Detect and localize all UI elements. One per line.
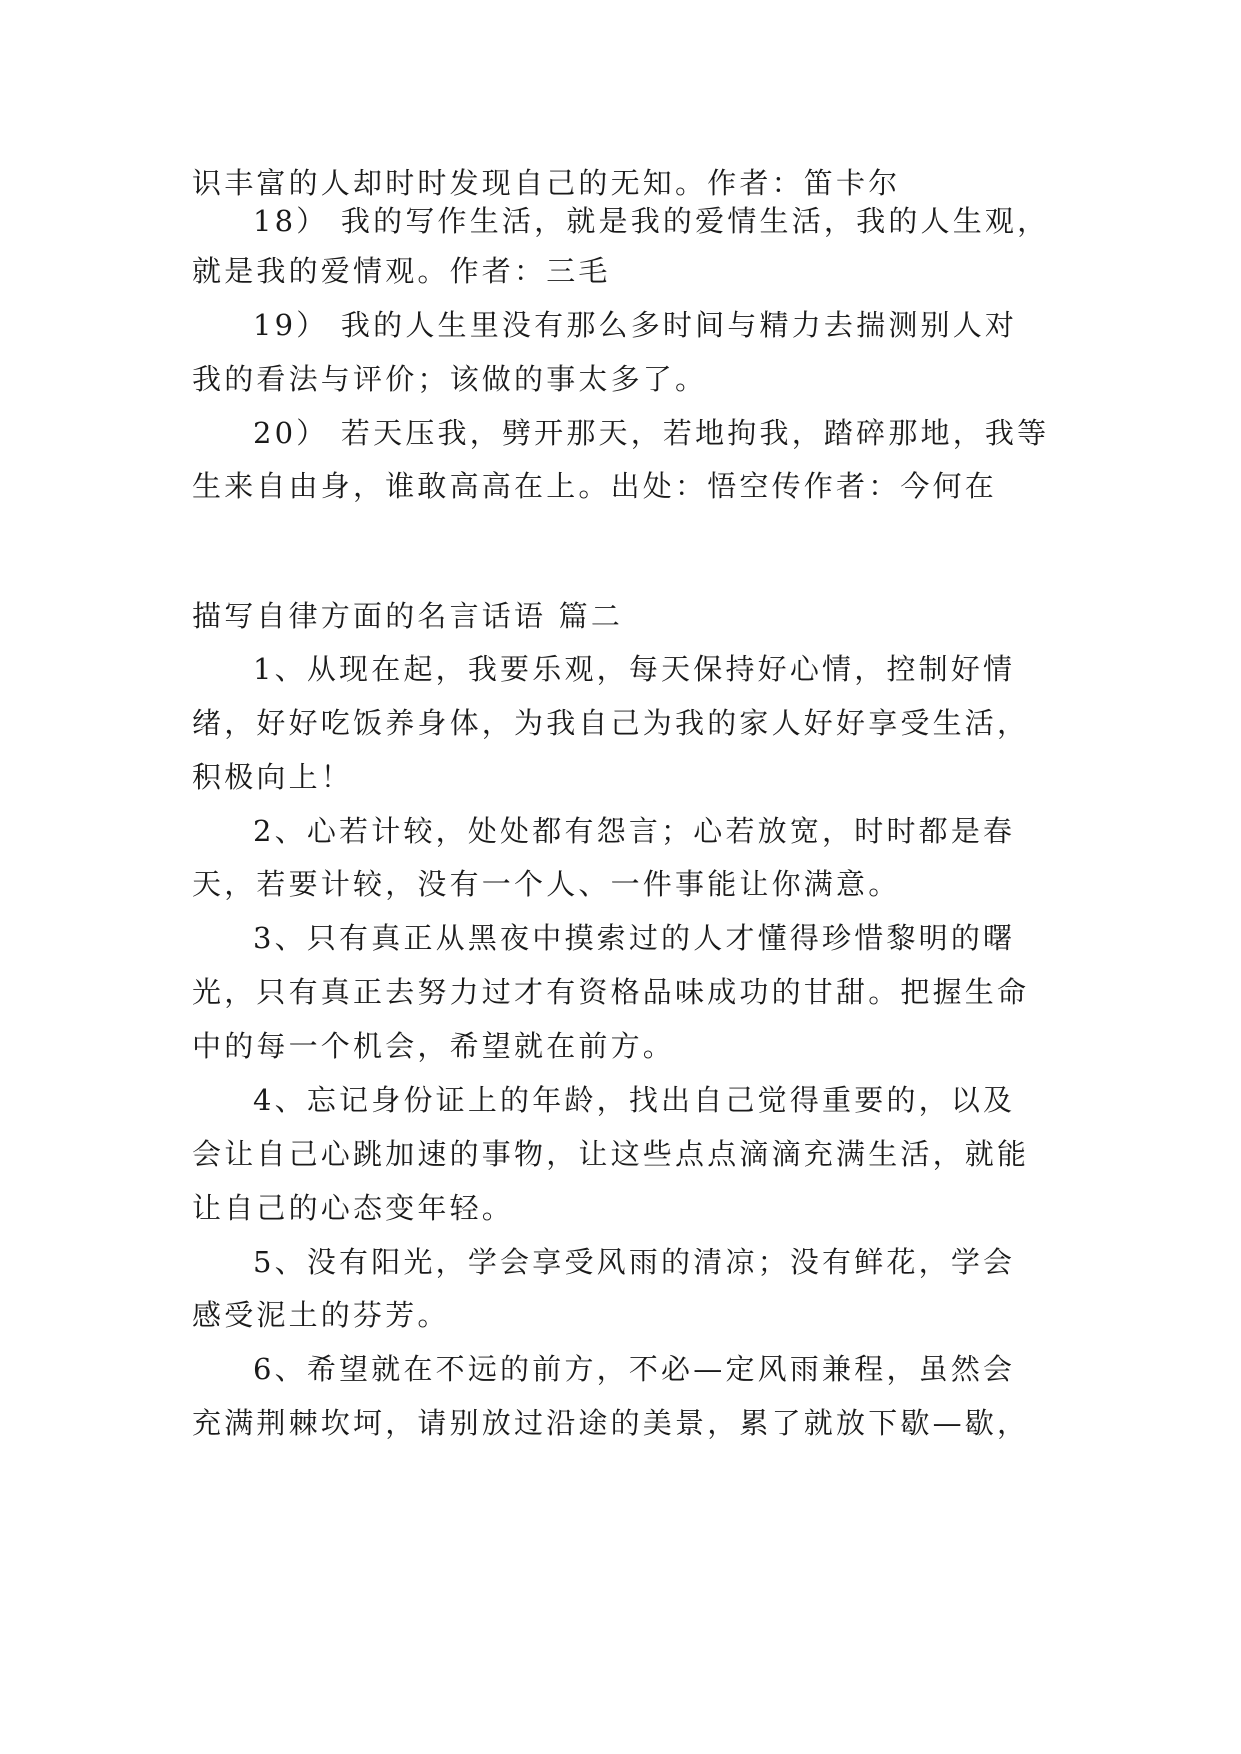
text-line: 充满荆棘坎坷，请别放过沿途的美景，累了就放下歇—歇， <box>192 1406 1030 1440</box>
text-line: 绪，好好吃饭养身体，为我自己为我的家人好好享受生活， <box>192 706 1030 740</box>
text-line: 生来自由身，谁敢高高在上。出处：悟空传作者：今何在 <box>192 469 998 503</box>
item-6: 6、希望就在不远的前方，不必—定风雨兼程，虽然会 <box>253 1352 1016 1386</box>
text-line: 会让自己心跳加速的事物，让这些点点滴滴充满生活，就能 <box>192 1137 1030 1171</box>
item-4: 4、忘记身份证上的年龄，找出自己觉得重要的，以及 <box>253 1083 1016 1117</box>
text-line: 感受泥土的芬芳。 <box>192 1298 450 1332</box>
item-2: 2、心若计较，处处都有怨言；心若放宽，时时都是春 <box>253 814 1016 848</box>
section-heading: 描写自律方面的名言话语 篇二 <box>192 599 624 633</box>
text-line: 中的每一个机会，希望就在前方。 <box>192 1029 676 1063</box>
text-line: 我的看法与评价；该做的事太多了。 <box>192 362 708 396</box>
text-line: 天，若要计较，没有一个人、一件事能让你满意。 <box>192 867 901 901</box>
quote-20: 20） 若天压我，劈开那天，若地拘我，踏碎那地，我等 <box>253 416 1050 450</box>
text-line: 让自己的心态变年轻。 <box>192 1191 515 1225</box>
item-3: 3、只有真正从黑夜中摸索过的人才懂得珍惜黎明的曙 <box>253 921 1016 955</box>
quote-18: 18） 我的写作生活，就是我的爱情生活，我的人生观， <box>253 204 1050 238</box>
item-5: 5、没有阳光，学会享受风雨的清凉；没有鲜花，学会 <box>253 1245 1016 1279</box>
text-line: 光，只有真正去努力过才有资格品味成功的甘甜。把握生命 <box>192 975 1030 1009</box>
text-line: 就是我的爱情观。作者：三毛 <box>192 254 611 288</box>
text-line: 积极向上！ <box>192 760 354 794</box>
quote-19: 19） 我的人生里没有那么多时间与精力去揣测别人对 <box>253 308 1018 342</box>
text-line: 识丰富的人却时时发现自己的无知。作者：笛卡尔 <box>192 166 901 200</box>
item-1: 1、从现在起，我要乐观，每天保持好心情，控制好情 <box>253 652 1016 686</box>
